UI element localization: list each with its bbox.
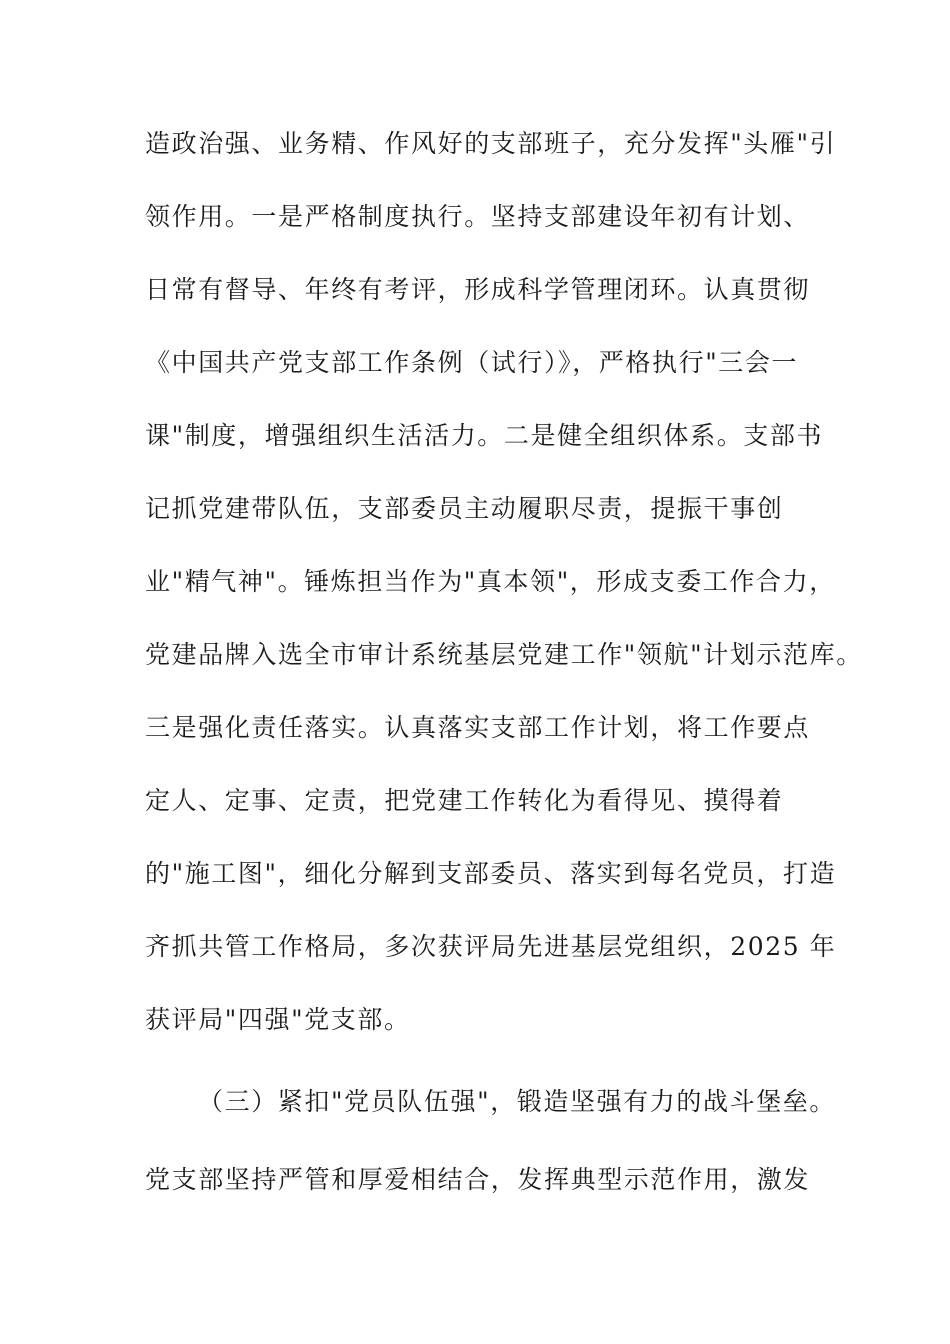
paragraph-line: 《中国共产党支部工作条例（试行）》，严格执行"三会一 <box>145 348 799 377</box>
paragraph-line: 获评局"四强"党支部。 <box>145 1005 411 1034</box>
paragraph-line: 课"制度，增强组织生活活力。二是健全组织体系。支部书 <box>145 421 824 450</box>
paragraph-line: 党支部坚持严管和厚爱相结合，发挥典型示范作用，激发 <box>145 1165 811 1194</box>
paragraph-line: 的"施工图"，细化分解到支部委员、落实到每名党员，打造 <box>145 859 837 888</box>
paragraph-line: 领作用。一是严格制度执行。坚持支部建设年初有计划、 <box>145 202 811 231</box>
paragraph-line: 记抓党建带队伍，支部委员主动履职尽责，提振干事创 <box>145 494 784 523</box>
section-heading: （三）紧扣"党员队伍强"，锻造坚强有力的战斗堡垒。 <box>198 1087 836 1116</box>
paragraph-line: 造政治强、业务精、作风好的支部班子，充分发挥"头雁"引 <box>145 129 837 158</box>
paragraph-line: 日常有督导、年终有考评，形成科学管理闭环。认真贯彻 <box>145 275 811 304</box>
paragraph-line: 业"精气神"。锤炼担当作为"真本领"，形成支委工作合力， <box>145 567 836 596</box>
paragraph-line: 齐抓共管工作格局，多次获评局先进基层党组织，2025 年 <box>145 932 837 961</box>
paragraph-line: 党建品牌入选全市审计系统基层党建工作"领航"计划示范库。 <box>145 640 863 669</box>
paragraph-line: 三是强化责任落实。认真落实支部工作计划，将工作要点 <box>145 713 811 742</box>
paragraph-line: 定人、定事、定责，把党建工作转化为看得见、摸得着 <box>145 786 784 815</box>
